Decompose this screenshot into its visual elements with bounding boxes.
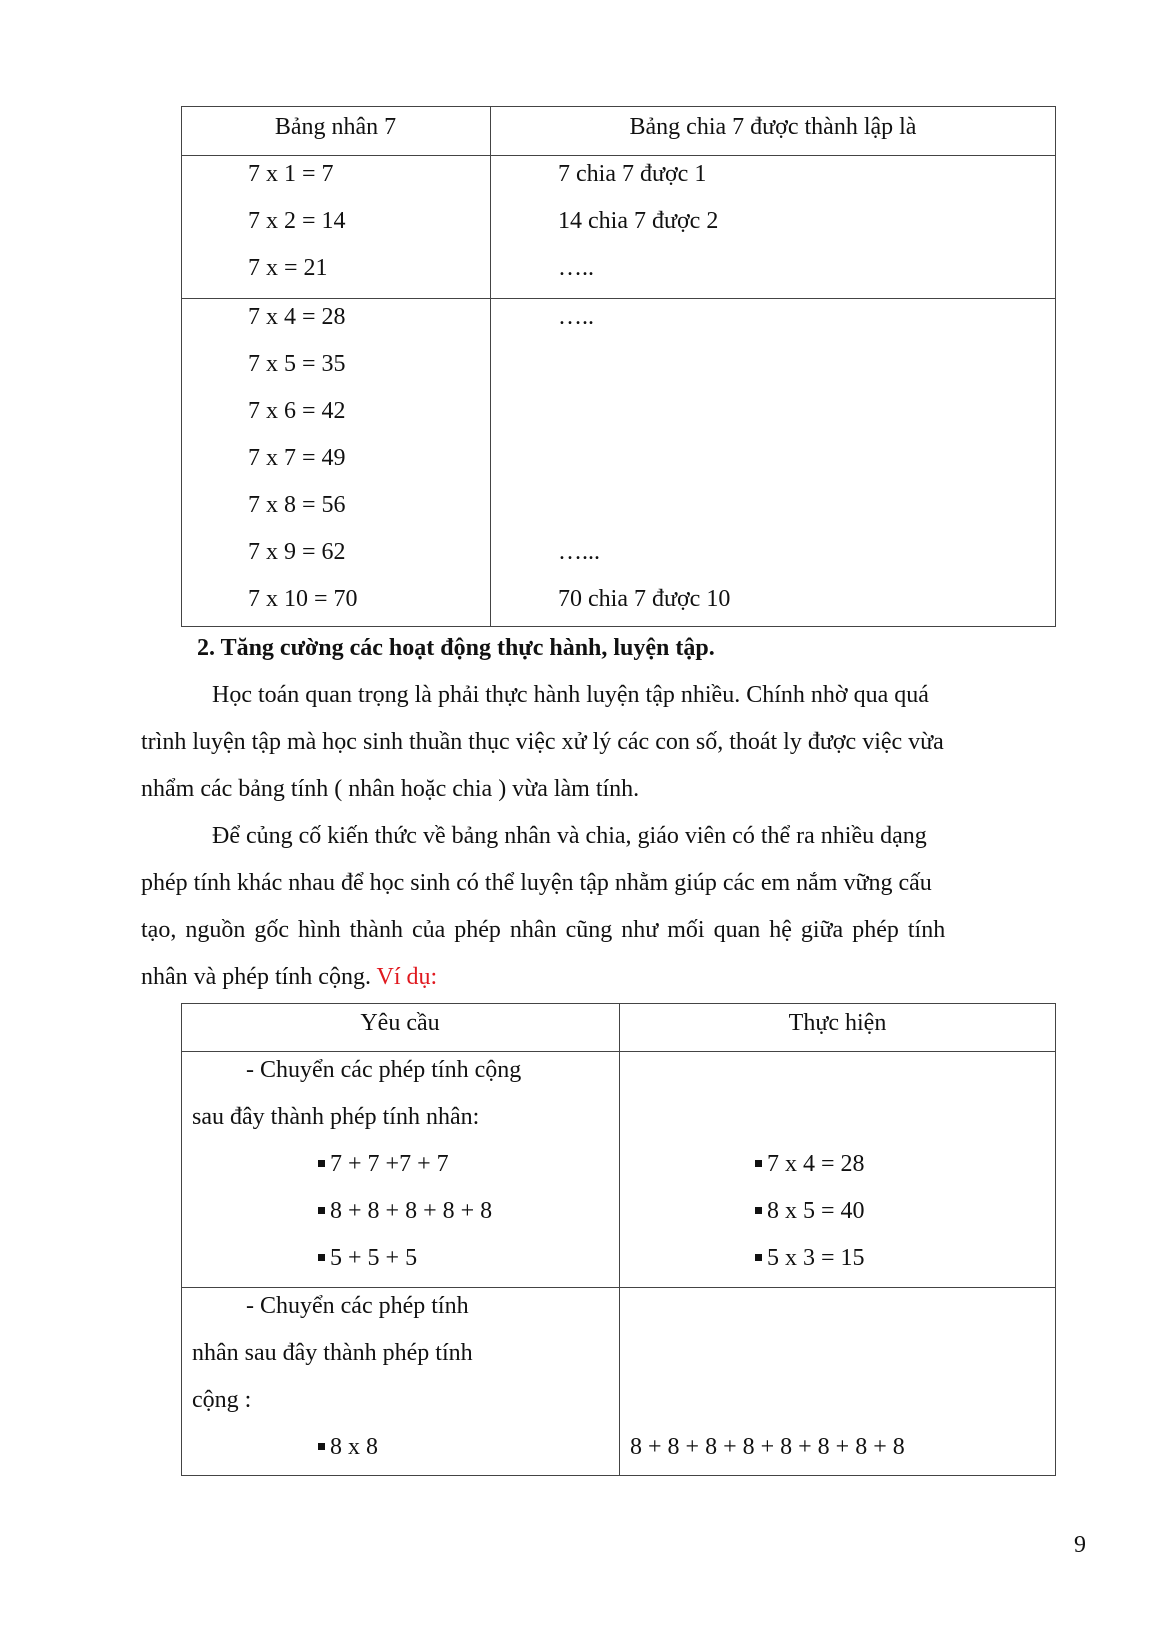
answer-item-text: 7 x 4 = 28 bbox=[767, 1151, 865, 1177]
table1-right-cell: 7 chia 7 được 1 bbox=[558, 161, 707, 187]
table2-border-bottom bbox=[181, 1475, 1056, 1476]
paragraph-line: Để củng cố kiến thức về bảng nhân và chia, giáo viên có thể ra nhiều dạng bbox=[212, 823, 927, 849]
table2-column-divider bbox=[619, 1003, 620, 1475]
table1-header-left: Bảng nhân 7 bbox=[274, 114, 397, 140]
bullet-square-icon bbox=[755, 1207, 762, 1214]
table1-header-right: Bảng chia 7 được thành lập là bbox=[629, 114, 917, 140]
request-item-text: 5 + 5 + 5 bbox=[330, 1245, 418, 1271]
table1-right-cell: ….. bbox=[558, 255, 594, 281]
request-text: sau đây thành phép tính nhân: bbox=[192, 1104, 480, 1130]
example-label: Ví dụ: bbox=[376, 964, 438, 990]
table1-left-cell: 7 x 10 = 70 bbox=[248, 586, 358, 612]
table1-left-cell: 7 x 2 = 14 bbox=[248, 208, 346, 234]
bullet-square-icon bbox=[318, 1443, 325, 1450]
request-text: - Chuyển các phép tính cộng bbox=[246, 1057, 522, 1083]
paragraph-line: Học toán quan trọng là phải thực hành luyện tập nhiều. Chính nhờ qua quá bbox=[212, 682, 929, 708]
page-number: 9 bbox=[1074, 1532, 1086, 1558]
answer-item-text: 8 + 8 + 8 + 8 + 8 + 8 + 8 + 8 bbox=[630, 1434, 905, 1460]
table2-header-result: Thực hiện bbox=[788, 1010, 887, 1036]
table1-border-left bbox=[181, 106, 182, 626]
bullet-square-icon bbox=[318, 1254, 325, 1261]
answer-item-text: 8 x 5 = 40 bbox=[767, 1198, 865, 1224]
request-item bbox=[318, 1149, 449, 1179]
bullet-square-icon bbox=[318, 1160, 325, 1167]
request-text: - Chuyển các phép tính bbox=[246, 1293, 469, 1319]
table1-right-cell: 14 chia 7 được 2 bbox=[558, 208, 719, 234]
section-heading: 2. Tăng cường các hoạt động thực hành, luyện tập. bbox=[197, 635, 715, 661]
request-item-text: 8 + 8 + 8 + 8 + 8 bbox=[330, 1198, 493, 1224]
table2-border-right bbox=[1055, 1003, 1056, 1475]
table2-header-request: Yêu cầu bbox=[360, 1010, 440, 1036]
table1-left-cell: 7 x 9 = 62 bbox=[248, 539, 346, 565]
table1-left-cell: 7 x = 21 bbox=[248, 255, 328, 281]
table1-row-divider bbox=[181, 298, 1056, 299]
table1-left-cell: 7 x 8 = 56 bbox=[248, 492, 346, 518]
request-item-text: 7 + 7 +7 + 7 bbox=[330, 1151, 449, 1177]
table1-column-divider bbox=[490, 106, 491, 626]
table1-left-cell: 7 x 4 = 28 bbox=[248, 304, 346, 330]
table1-left-cell: 7 x 1 = 7 bbox=[248, 161, 334, 187]
bullet-square-icon bbox=[318, 1207, 325, 1214]
table1-right-cell: ….. bbox=[558, 304, 594, 330]
request-item bbox=[318, 1243, 417, 1273]
answer-item bbox=[755, 1149, 865, 1179]
request-item bbox=[318, 1432, 378, 1462]
paragraph-line: phép tính khác nhau để học sinh có thể luyện tập nhằm giúp các em nắm vững cấu bbox=[141, 870, 932, 896]
table1-right-cell: …... bbox=[558, 539, 600, 565]
table1-right-cell: 70 chia 7 được 10 bbox=[558, 586, 731, 612]
table1-left-cell: 7 x 5 = 35 bbox=[248, 351, 346, 377]
request-item bbox=[318, 1196, 492, 1226]
table1-left-cell: 7 x 7 = 49 bbox=[248, 445, 346, 471]
paragraph-text: nhân và phép tính cộng. bbox=[141, 964, 371, 990]
table1-border-top bbox=[181, 106, 1056, 107]
table2-border-left bbox=[181, 1003, 182, 1475]
bullet-square-icon bbox=[755, 1160, 762, 1167]
answer-item bbox=[755, 1243, 865, 1273]
paragraph-line-last bbox=[141, 962, 437, 992]
table1-border-bottom bbox=[181, 626, 1056, 627]
answer-item bbox=[755, 1196, 865, 1226]
request-text: cộng : bbox=[192, 1387, 252, 1413]
table1-left-cell: 7 x 6 = 42 bbox=[248, 398, 346, 424]
paragraph-line: tạo, nguồn gốc hình thành của phép nhân cũng như mối quan hệ giữa phép tính bbox=[141, 917, 946, 943]
request-text: nhân sau đây thành phép tính bbox=[192, 1340, 473, 1366]
answer-item-text: 5 x 3 = 15 bbox=[767, 1245, 865, 1271]
bullet-square-icon bbox=[755, 1254, 762, 1261]
paragraph-line: nhẩm các bảng tính ( nhân hoặc chia ) vừa làm tính. bbox=[141, 776, 640, 802]
request-item-text: 8 x 8 bbox=[330, 1434, 378, 1460]
table1-border-right bbox=[1055, 106, 1056, 626]
paragraph-line: trình luyện tập mà học sinh thuần thục việc xử lý các con số, thoát ly được việc vừa bbox=[141, 729, 944, 755]
table1-header-divider bbox=[181, 155, 1056, 156]
